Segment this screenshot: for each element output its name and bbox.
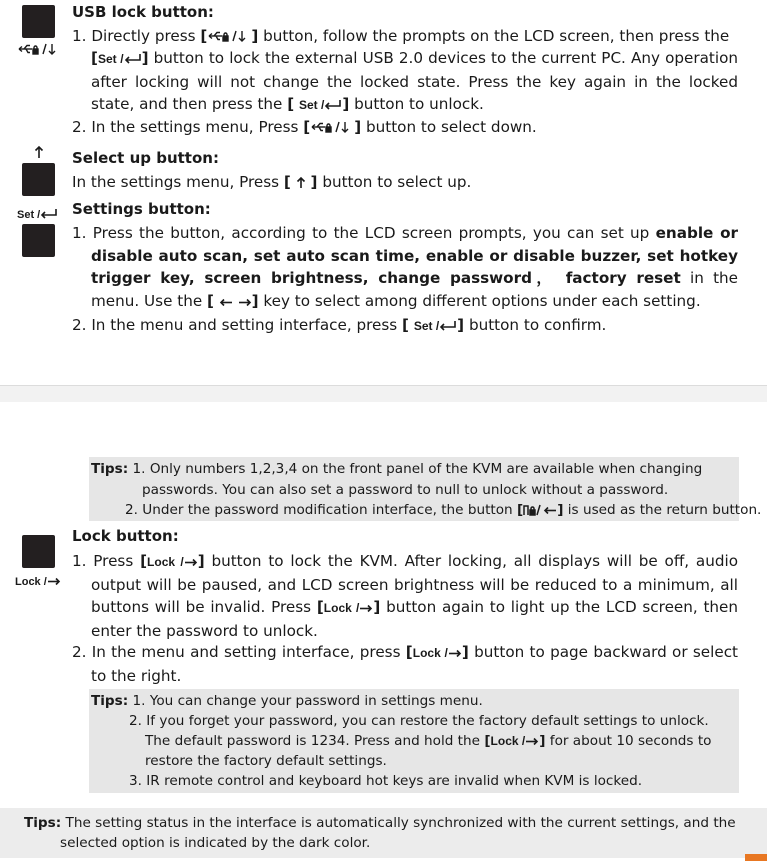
right-arrow-icon	[359, 598, 373, 616]
tips-password-line3: 2. Under the password modification interface, the button [ ] is used as the return button.	[125, 502, 762, 518]
settings-item1: 1. Press the button, according to the LCD screen prompts, you can set up enable or disable auto scan, set auto scan time, enable or disable buzzer, set hotkey trigger key, screen brightness, change password， factory reset in the menu. Use the [ ] key to select among different options under each setting.	[72, 224, 739, 310]
right-arrow-icon	[525, 733, 539, 749]
up-arrow-icon	[34, 145, 44, 163]
tips-password-line2: passwords. You can also set a password to null to unlock without a password.	[142, 482, 669, 498]
usb-key-icon	[207, 27, 251, 45]
tips-password-line1: Tips: 1. Only numbers 1,2,3,4 on the front panel of the KVM are available when changing	[91, 461, 703, 477]
enter-arrow-icon	[124, 49, 142, 67]
left-arrow-icon	[543, 502, 557, 518]
settings-button-graphic	[22, 224, 55, 257]
settings-item2: 2. In the menu and setting interface, press [ Set / ] button to confirm.	[72, 316, 607, 334]
lock-item1: 1. Press [Lock / ] button to lock the KVM. After locking, all displays will be off, audio output will be paused, and LCD screen brightness will be reduced to a minimum, all buttons will be invalid. Press [Lock / ] button again to light up the LCD screen, then enter the password to unlock.	[72, 552, 739, 640]
tips-label: Tips:	[91, 693, 129, 709]
right-arrow-icon	[238, 292, 252, 310]
settings-side-label: Set /	[17, 208, 58, 221]
return-lock-icon	[523, 502, 543, 518]
select-up-button-graphic	[22, 163, 55, 196]
tips-label: Tips:	[24, 815, 62, 831]
usb-lock-title: USB lock button:	[72, 3, 214, 21]
usb-lock-item1-line1: 1. Directly press [ ] button, follow the prompts on the LCD screen, then press the	[72, 27, 730, 45]
usb-key-icon	[310, 118, 354, 136]
lock-title: Lock button:	[72, 527, 179, 545]
usb-lock-item2: 2. In the settings menu, Press [ ] button to select down.	[72, 118, 537, 136]
tips-lock-line2: 2. If you forget your password, you can restore the factory default settings to unlock.	[129, 713, 709, 729]
page-divider	[0, 385, 767, 402]
lock-button-graphic	[22, 535, 55, 568]
up-arrow-icon	[296, 173, 306, 191]
left-arrow-icon	[219, 292, 233, 310]
enter-arrow-icon	[439, 316, 457, 334]
lock-item2: 2. In the menu and setting interface, press [Lock / ] button to page backward or select to the right.	[72, 643, 739, 685]
enter-arrow-icon	[40, 209, 58, 221]
tips-label: Tips:	[91, 461, 129, 477]
usb-lock-button-graphic	[22, 5, 55, 38]
tips-lock-line5: 3. IR remote control and keyboard hot keys are invalid when KVM is locked.	[129, 773, 643, 789]
tips-lock-line1: Tips: 1. You can change your password in settings menu.	[91, 693, 483, 709]
enter-arrow-icon	[324, 95, 342, 113]
usb-lock-icon	[17, 45, 61, 57]
tips-sync-line1: Tips: The setting status in the interface is automatically synchronized with the current settings, and the	[24, 815, 736, 831]
usb-lock-side-label	[17, 43, 61, 57]
settings-title: Settings button:	[72, 200, 211, 218]
tips-sync-line2: selected option is indicated by the dark color.	[60, 835, 371, 851]
right-arrow-icon	[448, 643, 462, 661]
right-arrow-icon	[47, 576, 61, 588]
select-up-title: Select up button:	[72, 149, 219, 167]
usb-lock-item1-body: [Set / ] button to lock the external USB 2.0 devices to the current PC. Any operation after locking will not change the locked state. Press the key again in the locked state, and then press the [ Set / ] button to unlock.	[91, 49, 739, 113]
tips-lock-line3: The default password is 1234. Press and hold the [Lock / ] for about 10 seconds to	[145, 733, 712, 749]
select-up-text: In the settings menu, Press [ ] button to select up.	[72, 173, 472, 191]
right-arrow-icon	[184, 552, 198, 570]
lock-side-label: Lock /	[15, 576, 61, 588]
corner-accent	[745, 854, 767, 861]
tips-lock-line4: restore the factory default settings.	[145, 753, 387, 769]
